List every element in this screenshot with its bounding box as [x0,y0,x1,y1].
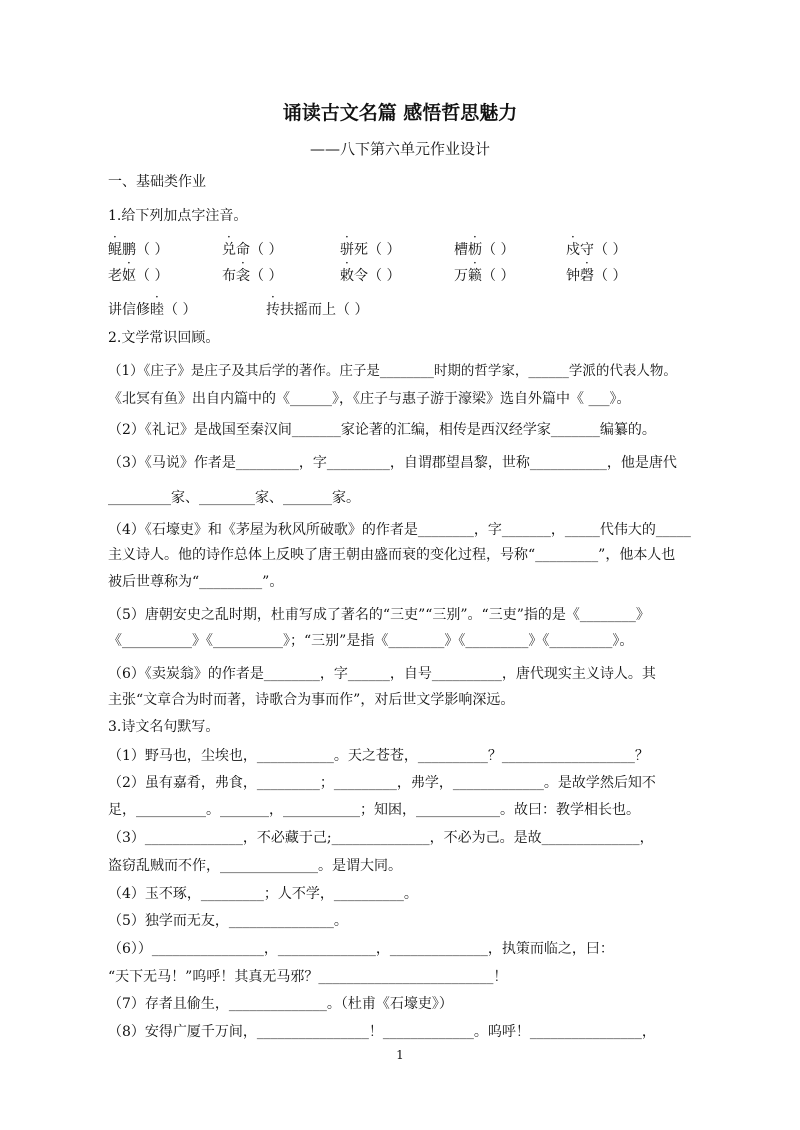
question-text: 盗窃乱贼而不作，______________。是谓大同。 [108,858,402,874]
emphasis-dot: · [227,230,231,244]
emphasis-dot: · [345,230,349,244]
section-heading: 一、基础类作业 [108,174,206,190]
emphasis-dot: · [585,256,589,270]
question-text: （4）《石壕吏》和《茅屋为秋风所破歌》的作者是________，字_______，_____代伟大的_____ [108,522,691,538]
question-text: 主义诗人。他的诗作总体上反映了唐王朝由盛而衰的变化过程，号称“_________”，他本人也 [108,547,676,563]
question-text: 足，__________。_______，___________；知困，____________。故曰：教学相长也。 [108,802,640,818]
emphasis-dot: · [473,256,477,270]
pinyin-item: 老妪（ ） [108,268,169,284]
question-text: （3）______________，不必藏于己;______________，不必为己。是故______________， [108,830,654,846]
question-3-heading: 3.诗文名句默写。 [108,719,220,735]
question-1-heading: 1.给下列加点字注音。 [108,208,248,224]
pinyin-item: 抟扶摇而上（ ） [266,302,369,318]
question-2-heading: 2.文学常识回顾。 [108,330,220,346]
question-text: （7）存者且偷生，______________。（杜甫《石壕吏》） [108,996,453,1012]
question-text: （6））________________，______________，______________，执策而临之，曰： [108,941,614,957]
pinyin-item: 槽枥（ ） [454,242,515,258]
question-text: （1）《庄子》是庄子及其后学的著作。庄子是________时期的哲学家，______学派的代表人物。 [108,363,677,379]
document-subtitle: ——八下第六单元作业设计 [309,140,490,158]
question-text: 主张“文章合为时而著，诗歌合为事而作”，对后世文学影响深远。 [108,692,515,708]
question-text: _________家、________家、_______家。 [108,490,360,506]
question-text: （2）虽有嘉肴，弗食，_________；_________，弗学，_____________。是故学然后知不 [108,775,656,791]
question-text: 《北冥有鱼》出自内篇中的《______》，《庄子与惠子游于濠梁》选自外篇中《 ___》。 [108,391,631,407]
page-number: 1 [396,1048,404,1062]
pinyin-item: 鲲鹏（ ） [108,242,169,258]
pinyin-item: 骈死（ ） [340,242,401,258]
question-text: （6）《卖炭翁》的作者是________，字______，自号__________，唐代现实主义诗人。其 [108,666,656,682]
emphasis-dot: · [271,290,275,304]
pinyin-item: 布衾（ ） [222,268,283,284]
document-title: 诵读古文名篇 感悟哲思魅力 [282,102,518,124]
emphasis-dot: · [241,256,245,270]
pinyin-item: 敕令（ ） [340,268,401,284]
pinyin-item: 万籁（ ） [454,268,515,284]
emphasis-dot: · [473,230,477,244]
question-text: （2）《礼记》是战国至秦汉间_______家论著的汇编，相传是西汉经学家_______编纂的。 [108,422,656,438]
question-text: （8）安得广厦千万间，________________！_____________。呜呼！________________， [108,1024,656,1040]
emphasis-dot: · [345,256,349,270]
question-text: “天下无马！”呜呼！其真无马邪？_________________________！ [108,969,508,985]
pinyin-item: 戍守（ ） [566,242,627,258]
emphasis-dot: · [155,290,159,304]
question-text: （3）《马说》作者是_________，字_________，自谓郡望昌黎，世称___________，他是唐代 [108,455,677,471]
emphasis-dot: · [571,230,575,244]
question-text: （5）独学而无友，_______________。 [108,913,348,929]
pinyin-item: 兑命（ ） [222,242,283,258]
emphasis-dot: · [113,230,117,244]
emphasis-dot: · [127,256,131,270]
question-text: （4）玉不琢，_________；人不学，__________。 [108,886,418,902]
question-text: 被后世尊称为“_________”。 [108,574,284,590]
pinyin-item: 钟磬（ ） [566,268,627,284]
question-text: 《__________》《__________》；“三别”是指《________》《_________》《_________》。 [108,633,634,649]
question-text: （1）野马也，尘埃也，___________。天之苍苍，__________？___________________？ [108,748,649,764]
question-text: （5）唐朝安史之乱时期，杜甫写成了著名的“三吏”“三别”。“三吏”指的是《________》 [108,607,650,623]
pinyin-item: 讲信修睦（ ） [108,302,197,318]
